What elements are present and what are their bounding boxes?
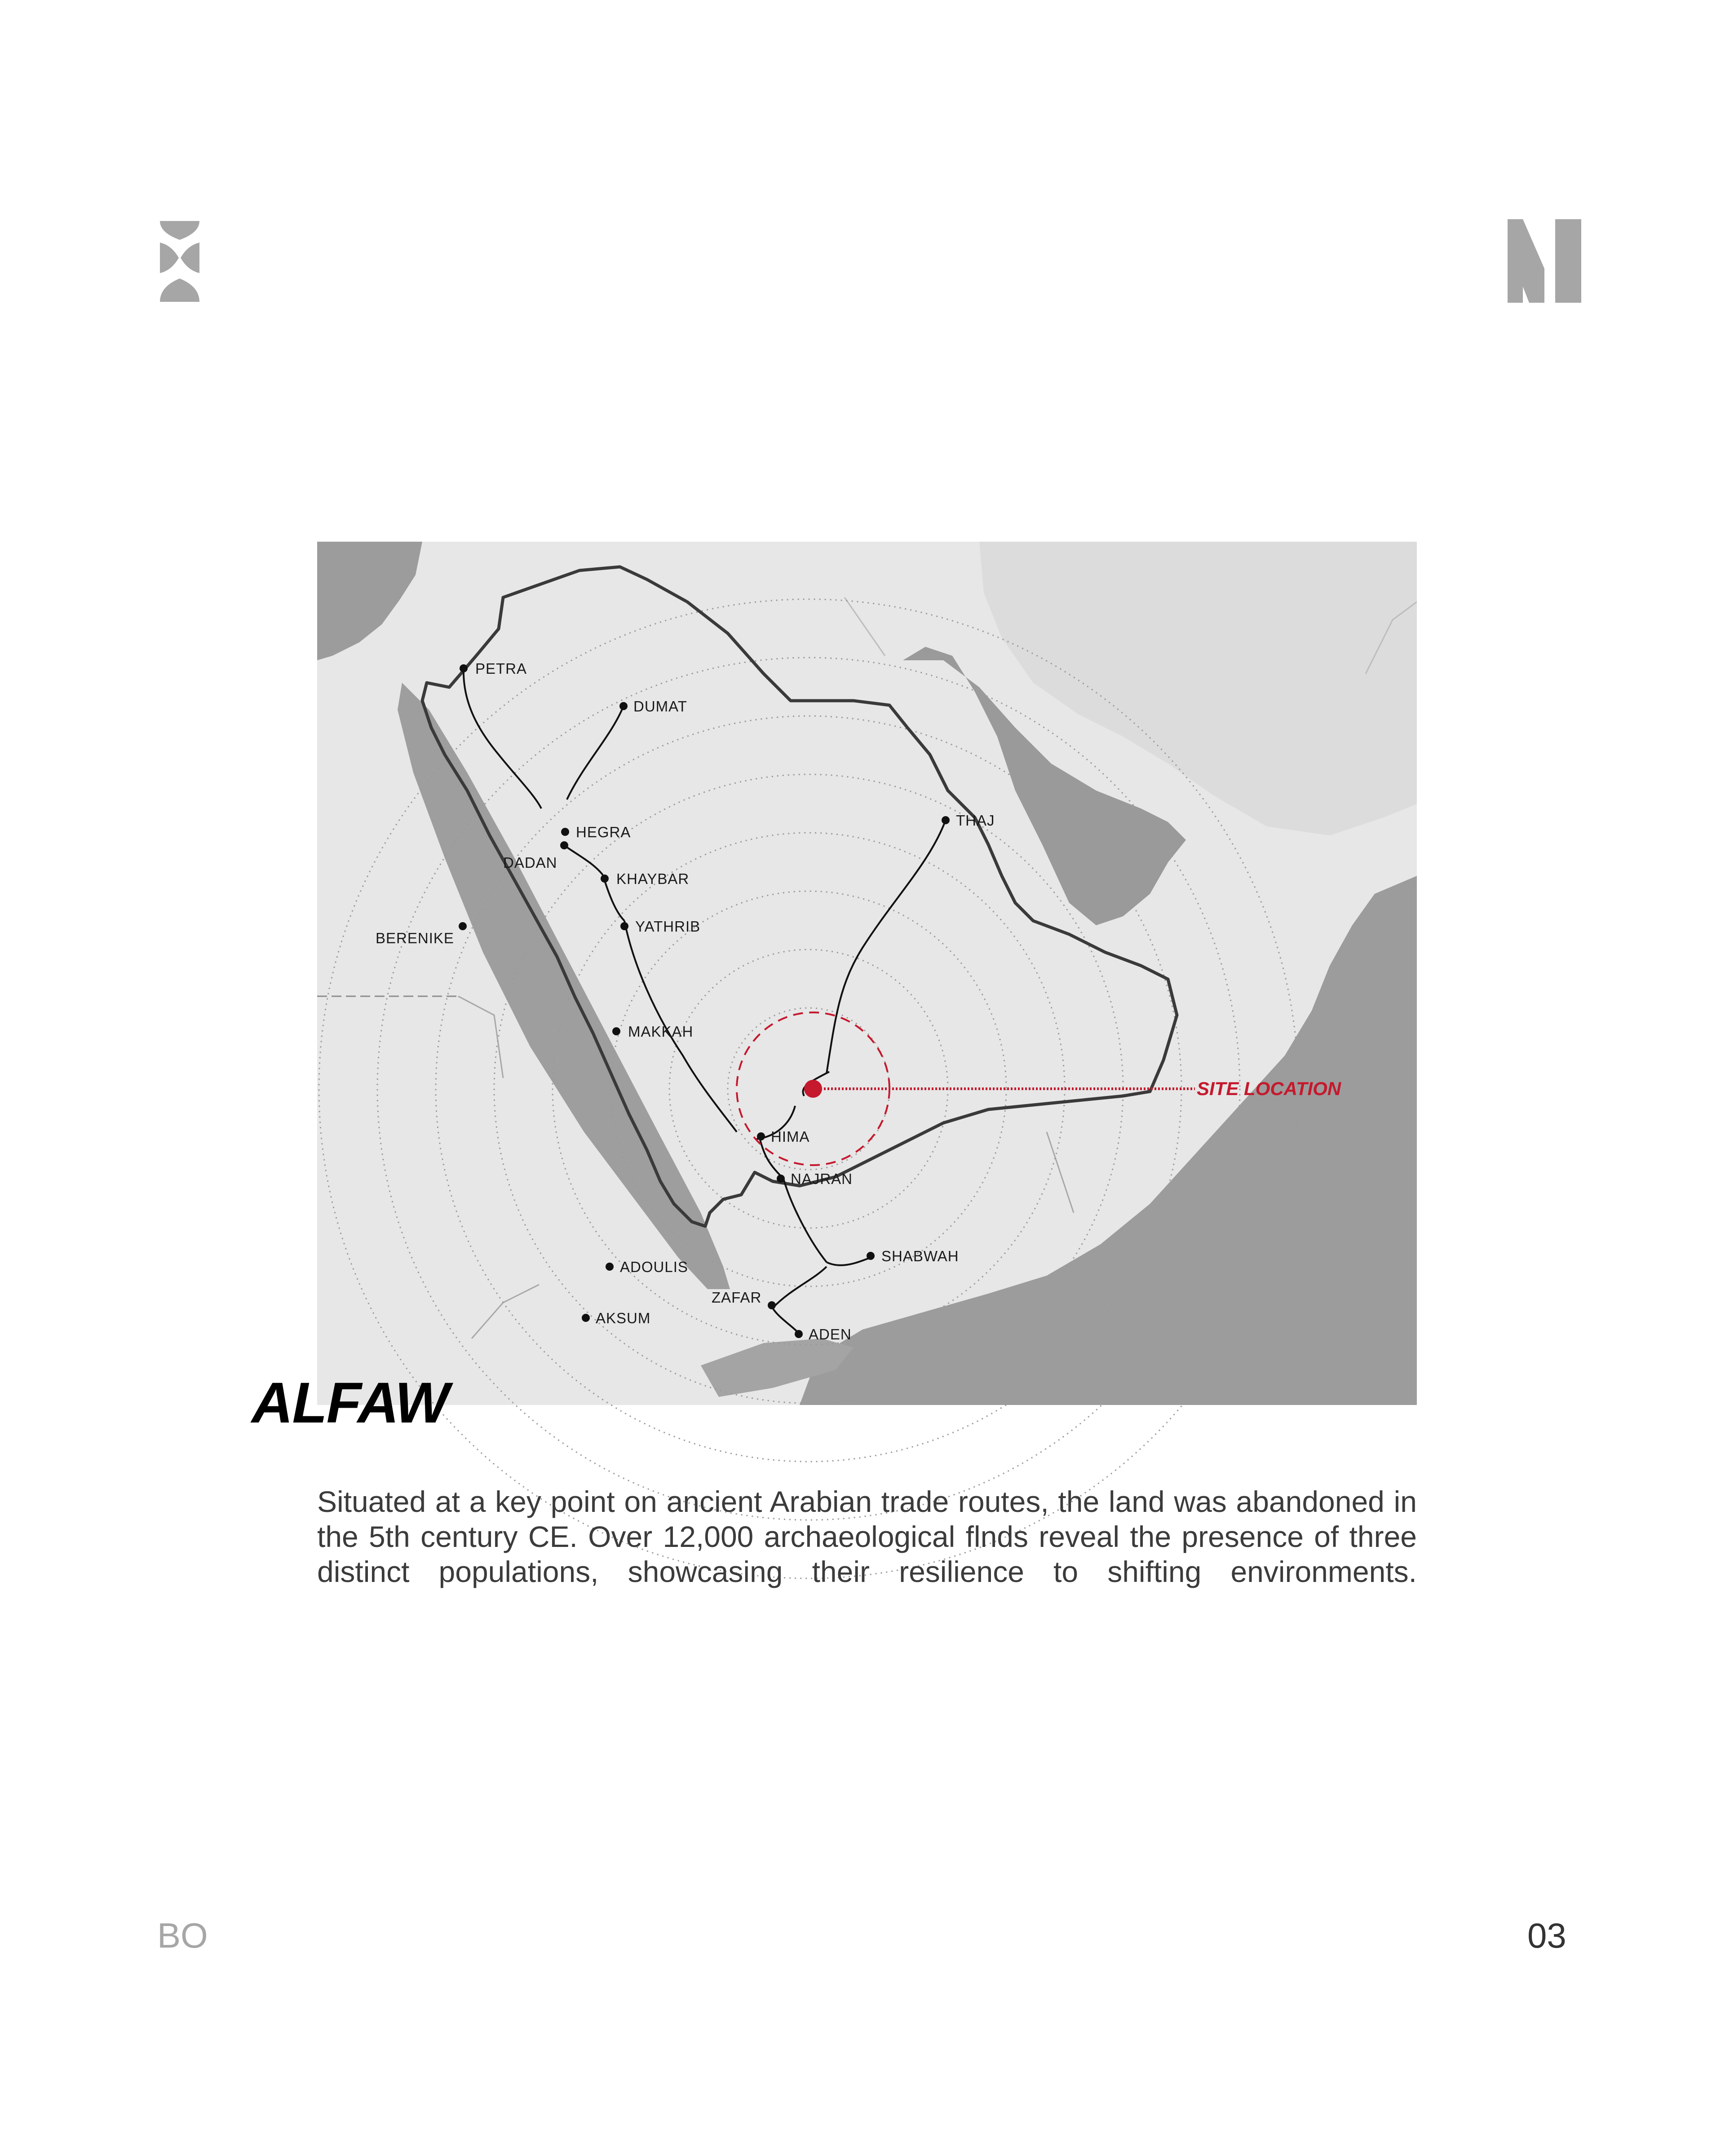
site-dot-thaj <box>942 816 950 824</box>
site-label-hima: HIMA <box>771 1128 810 1145</box>
site-label-khaybar: KHAYBAR <box>616 870 690 887</box>
site-dot-aden <box>795 1330 803 1338</box>
page-number: 03 <box>1527 1916 1566 1955</box>
site-dot-hegra <box>561 828 569 836</box>
site-dot-makkah <box>612 1027 620 1035</box>
site-dot-shabwah <box>867 1252 875 1260</box>
site-label-hegra: HEGRA <box>576 824 631 840</box>
site-location-label: SITE LOCATION <box>1197 1078 1341 1099</box>
site-dot-adoulis <box>606 1263 614 1271</box>
site-dot-aksum <box>582 1314 590 1322</box>
site-dot-khaybar <box>601 875 609 883</box>
site-dot-zafar <box>768 1301 776 1309</box>
site-label-shabwah: SHABWAH <box>881 1248 959 1264</box>
site-label-makkah: MAKKAH <box>628 1023 694 1040</box>
site-description: Situated at a key point on ancient Arabian trade routes, the land was abandoned in the 5th century CE. Over 12,000 archaeological flnds reveal the presence of three distinct populations, showcasing their resilience to shifting environments. <box>317 1485 1417 1588</box>
site-label-dadan: DADAN <box>503 854 557 871</box>
site-label-thaj: THAJ <box>956 812 995 829</box>
site-label-dumat: DUMAT <box>633 698 687 715</box>
site-dot-yathrib <box>620 922 628 930</box>
site-label-najran: NAJRAN <box>791 1171 853 1187</box>
site-dot-dumat <box>619 702 628 710</box>
footer-left-text: BO <box>157 1916 208 1955</box>
site-label-berenike: BERENIKE <box>376 930 454 946</box>
site-label-yathrib: YATHRIB <box>635 918 701 935</box>
page-title: ALFAW <box>252 1371 448 1435</box>
site-label-aden: ADEN <box>809 1326 852 1343</box>
site-label-aksum: AKSUM <box>596 1310 651 1326</box>
site-dot-hima <box>757 1132 765 1140</box>
site-dot-dadan <box>560 841 568 849</box>
site-label-zafar: ZAFAR <box>712 1289 762 1306</box>
site-label-adoulis: ADOULIS <box>620 1259 688 1275</box>
site-label-petra: PETRA <box>475 660 527 677</box>
site-dot-najran <box>777 1175 785 1183</box>
site-dot-berenike <box>459 922 467 930</box>
site-dot-petra <box>460 664 468 672</box>
